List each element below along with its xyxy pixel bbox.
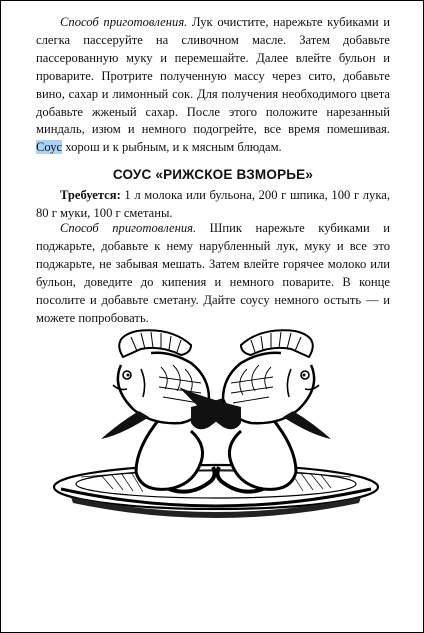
method-label: Способ приготовления. (60, 15, 188, 29)
recipe-2-requires-paragraph (36, 187, 390, 223)
requires-label: Требуется: (60, 188, 121, 202)
method-text-before: Лук очистите, нарежьте кубиками и слегка пассеруйте на сливочном масле. Затем добавьте пассерованную муку и перемешайте. Далее влейте бульон и проварите. Протрите полученную массу через сито, добавьте вино, сахар и лимонный сок. Для получения необходимого цвета добавьте жженый сахар. После этого положите нарезанный миндаль, изюм и немного подогрейте, все время помешивая. (36, 15, 390, 137)
method-text-2: Шпик нарежьте кубиками и поджарьте, добавьте к нему нарубленный лук, муку и все это поджарьте, не забывая мешать. Затем влейте горячее молоко или бульон, доведите до кипения и немного поварите. В конце посолите и добавьте сметану. Дайте соусу немного остыть — и можете попробовать. (36, 221, 390, 325)
method-text-after: хорош и к рыбным, и к мясным блюдам. (62, 140, 282, 155)
method-label-2: Способ приготовления. (60, 221, 197, 235)
recipe-2-method-paragraph (36, 220, 390, 327)
recipe-1-method-paragraph (36, 14, 390, 157)
two-fish-on-platter-illustration (41, 327, 391, 527)
highlighted-word[interactable]: Соус (36, 140, 63, 155)
recipe-2-title: СОУС «РИЖСКОЕ ВЗМОРЬЕ» (112, 167, 314, 182)
recipe-1-method-text (36, 14, 390, 157)
recipe-2-requires-text (36, 187, 390, 223)
requires-text: 1 л молока или бульона, 200 г шпика, 100 г лука, 80 г муки, 100 г сметаны. (36, 188, 390, 220)
recipe-2-method-text (36, 220, 390, 327)
